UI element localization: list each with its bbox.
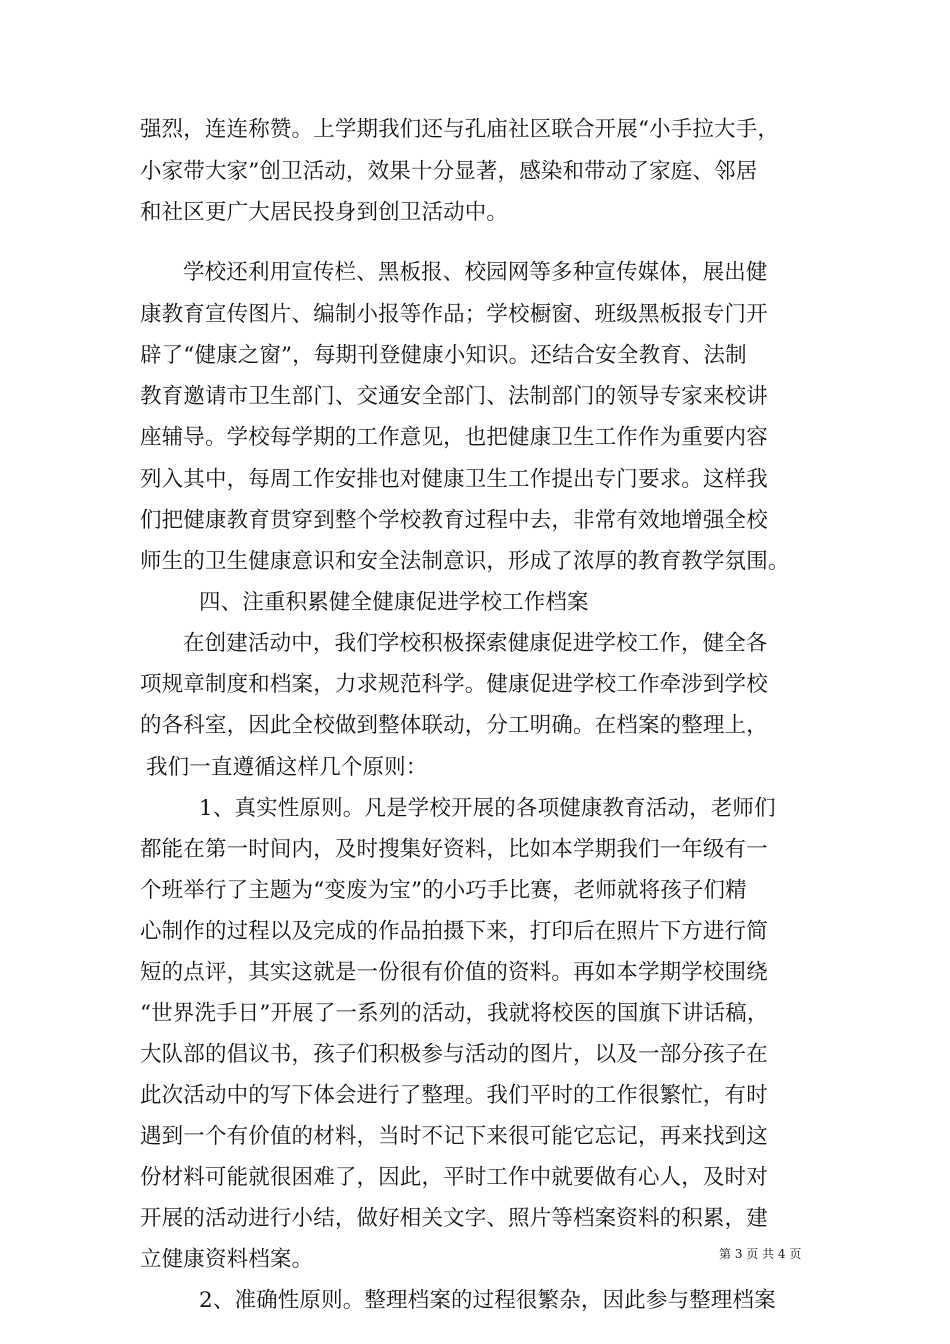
text-line: 我们一直遵循这样几个原则：: [146, 755, 428, 780]
text-line: “世界洗手日”开展了一系列的活动，我就将校医的国旗下讲话稿，: [140, 1001, 769, 1026]
text-line: 项规章制度和档案，力求规范科学。健康促进学校工作牵涉到学校: [140, 672, 768, 697]
text-line: 教育邀请市卫生部门、交通安全部门、法制部门的领导专家来校讲: [140, 384, 768, 409]
text-line: 都能在第一时间内，及时搜集好资料，比如本学期我们一年级有一: [140, 837, 768, 862]
text-line: 学校还利用宣传栏、黑板报、校园网等多种宣传媒体，展出健: [183, 260, 768, 285]
text-line: 座辅导。学校每学期的工作意见，也把健康卫生工作作为重要内容: [140, 425, 768, 450]
text-line: 小家带大家”创卫活动，效果十分显著，感染和带动了家庭、邻居: [140, 159, 758, 184]
text-line: 此次活动中的写下体会进行了整理。我们平时的工作很繁忙，有时: [140, 1083, 768, 1108]
text-line: 大队部的倡议书，孩子们积极参与活动的图片，以及一部分孩子在: [140, 1042, 768, 1067]
text-line: 师生的卫生健康意识和安全法制意识，形成了浓厚的教育教学氛围。: [140, 549, 790, 574]
text-line: 开展的活动进行小结，做好相关文字、照片等档案资料的积累，建: [140, 1206, 768, 1231]
text-line: 康教育宣传图片、编制小报等作品；学校橱窗、班级黑板报专门开: [140, 302, 768, 327]
text-line: 立健康资料档案。: [140, 1247, 314, 1272]
text-line: 份材料可能就很困难了，因此，平时工作中就要做有心人，及时对: [140, 1165, 768, 1190]
text-line: 遇到一个有价值的材料，当时不记下来很可能它忘记，再来找到这: [140, 1124, 768, 1149]
section-heading: 四、注重积累健全健康促进学校工作档案: [199, 590, 589, 615]
text-line: 和社区更广大居民投身到创卫活动中。: [140, 200, 509, 225]
text-line: 的各科室，因此全校做到整体联动，分工明确。在档案的整理上，: [140, 713, 768, 738]
text-line: 2、准确性原则。整理档案的过程很繁杂，因此参与整理档案: [199, 1288, 776, 1313]
text-line: 辟了“健康之窗”，每期刊登健康小知识。还结合安全教育、法制: [140, 343, 747, 368]
text-line: 心制作的过程以及完成的作品拍摄下来，打印后在照片下方进行简: [140, 919, 768, 944]
text-line: 1、真实性原则。凡是学校开展的各项健康教育活动，老师们: [199, 796, 776, 821]
text-line: 列入其中，每周工作安排也对健康卫生工作提出专门要求。这样我: [140, 467, 768, 492]
text-line: 短的点评，其实这就是一份很有价值的资料。再如本学期学校围绕: [140, 960, 768, 985]
text-line: 个班举行了主题为“变废为宝”的小巧手比赛，老师就将孩子们精: [140, 878, 747, 903]
text-line: 强烈，连连称赞。上学期我们还与孔庙社区联合开展“小手拉大手，: [140, 117, 779, 142]
text-line: 在创建活动中，我们学校积极探索健康促进学校工作，健全各: [183, 631, 768, 656]
page-number-footer: 第 3 页 共 4 页: [719, 1247, 802, 1261]
text-line: 们把健康教育贯穿到整个学校教育过程中去，非常有效地增强全校: [140, 508, 768, 533]
